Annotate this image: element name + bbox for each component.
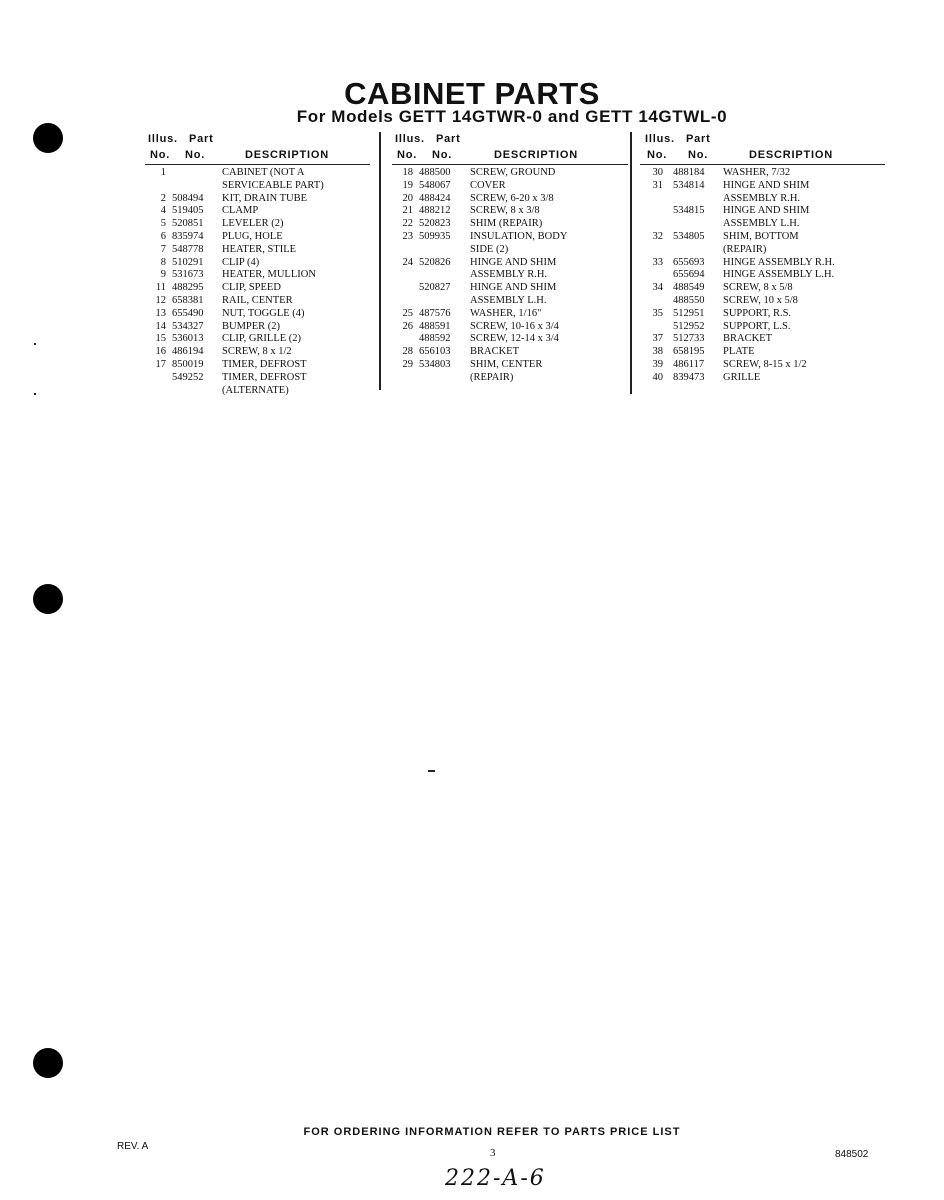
illus-number: 17 xyxy=(155,358,166,370)
part-number: 655490 xyxy=(172,307,204,319)
part-description: CLIP, GRILLE (2) xyxy=(222,333,302,345)
part-description: PLATE xyxy=(723,346,755,358)
header-illus: Illus. xyxy=(645,133,675,145)
illus-number: 25 xyxy=(402,307,413,319)
part-description: ASSEMBLY L.H. xyxy=(470,294,547,306)
part-description: PLUG, HOLE xyxy=(222,230,283,242)
handwritten-note: 222-A-6 xyxy=(445,1166,546,1191)
part-description: CLAMP xyxy=(222,205,259,217)
illus-number: 40 xyxy=(652,371,663,383)
illus-number: 32 xyxy=(652,230,663,242)
part-number: 534815 xyxy=(673,205,705,217)
illus-number: 18 xyxy=(402,167,413,178)
illus-number: 11 xyxy=(155,282,166,294)
part-number: 488550 xyxy=(673,294,705,306)
part-description: SHIM (REPAIR) xyxy=(470,218,543,230)
part-number: 488591 xyxy=(419,320,451,332)
part-number: 510291 xyxy=(172,256,204,268)
part-description: HEATER, MULLION xyxy=(222,269,316,281)
illus-number: 19 xyxy=(402,179,413,191)
illus-number: 31 xyxy=(652,179,663,191)
illus-number: 15 xyxy=(155,333,166,345)
illus-number: 8 xyxy=(160,256,166,268)
part-number: 534327 xyxy=(172,320,204,332)
part-number: 488295 xyxy=(172,282,204,294)
header-rule-1 xyxy=(145,164,370,165)
header-description: DESCRIPTION xyxy=(749,149,833,161)
part-description: SCREW, 10-16 x 3/4 xyxy=(470,320,559,332)
part-number: 488500 xyxy=(419,167,451,178)
part-description: SERVICEABLE PART) xyxy=(222,179,324,191)
page-subtitle: For Models GETT 14GTWR-0 and GETT 14GTWL-0 xyxy=(296,107,728,126)
column-header-3 xyxy=(645,133,885,163)
part-number: 488212 xyxy=(419,205,451,217)
part-number: 488592 xyxy=(419,333,451,345)
part-number: 519405 xyxy=(172,205,204,217)
header-no: No. xyxy=(397,149,418,161)
part-description: SHIM, BOTTOM xyxy=(723,230,799,242)
part-description: LEVELER (2) xyxy=(222,218,284,230)
header-illus: Illus. xyxy=(395,133,425,145)
part-description: SCREW, GROUND xyxy=(470,167,556,178)
part-description: ASSEMBLY R.H. xyxy=(723,192,801,204)
binder-hole-top xyxy=(33,123,63,153)
part-description: BRACKET xyxy=(723,333,773,345)
part-description: BRACKET xyxy=(470,346,520,358)
part-description: SUPPORT, R.S. xyxy=(723,307,792,319)
page-title: CABINET PARTS xyxy=(344,76,600,111)
scan-speck xyxy=(34,343,36,345)
part-description: SCREW, 8-15 x 1/2 xyxy=(723,358,807,370)
column-header-2 xyxy=(395,133,625,163)
header-no: No. xyxy=(185,149,206,161)
part-number: 548067 xyxy=(419,179,451,191)
illus-number: 16 xyxy=(155,346,166,358)
header-part: Part xyxy=(189,133,214,145)
illus-number: 30 xyxy=(652,167,663,178)
part-description: (REPAIR) xyxy=(470,371,514,383)
part-description: ASSEMBLY L.H. xyxy=(723,218,800,230)
part-number: 520851 xyxy=(172,218,204,230)
header-part: Part xyxy=(686,133,711,145)
part-number: 656103 xyxy=(419,346,451,358)
part-description: HINGE ASSEMBLY R.H. xyxy=(723,256,835,268)
illus-number: 21 xyxy=(402,205,413,217)
part-description: SCREW, 12-14 x 3/4 xyxy=(470,333,559,345)
scan-speck xyxy=(428,770,435,772)
part-number: 512952 xyxy=(673,320,705,332)
part-number: 534805 xyxy=(673,230,705,242)
part-description: (REPAIR) xyxy=(723,243,767,255)
binder-hole-bottom xyxy=(33,1048,63,1078)
part-number: 655694 xyxy=(673,269,705,281)
part-description: CLIP, SPEED xyxy=(222,282,281,294)
part-number: 488424 xyxy=(419,192,451,204)
part-number: 839473 xyxy=(673,371,705,383)
illus-number: 29 xyxy=(402,358,413,370)
header-no: No. xyxy=(150,149,171,161)
part-number: 509935 xyxy=(419,230,451,242)
part-number: 520827 xyxy=(419,282,451,294)
column-divider-1 xyxy=(379,132,381,390)
part-number: 512733 xyxy=(673,333,705,345)
illus-number: 23 xyxy=(402,230,413,242)
part-number: 520823 xyxy=(419,218,451,230)
part-number: 486194 xyxy=(172,346,204,358)
part-number: 658381 xyxy=(172,294,204,306)
part-description: WASHER, 7/32 xyxy=(723,167,791,178)
illus-number: 9 xyxy=(160,269,166,281)
part-description: CABINET (NOT A xyxy=(222,167,305,178)
part-description: SUPPORT, L.S. xyxy=(723,320,791,332)
part-description: KIT, DRAIN TUBE xyxy=(222,192,308,204)
part-description: GRILLE xyxy=(723,371,761,383)
part-description: NUT, TOGGLE (4) xyxy=(222,307,305,319)
part-description: TIMER, DEFROST xyxy=(222,358,307,370)
part-number: 512951 xyxy=(673,307,705,319)
part-number: 534814 xyxy=(673,179,705,191)
part-description: COVER xyxy=(470,179,506,191)
illus-number: 2 xyxy=(160,192,166,204)
part-description: SCREW, 8 x 1/2 xyxy=(222,346,292,358)
illus-number: 4 xyxy=(160,205,166,217)
header-description: DESCRIPTION xyxy=(245,149,329,161)
part-description: HINGE ASSEMBLY L.H. xyxy=(723,269,835,281)
illus-number: 28 xyxy=(402,346,413,358)
document-number: 848502 xyxy=(835,1149,869,1160)
illus-number: 13 xyxy=(155,307,166,319)
part-description: SHIM, CENTER xyxy=(470,358,543,370)
illus-number: 38 xyxy=(652,346,663,358)
ordering-note: FOR ORDERING INFORMATION REFER TO PARTS PRICE LIST xyxy=(303,1126,681,1138)
binder-hole-middle xyxy=(33,584,63,614)
part-description: (ALTERNATE) xyxy=(222,384,289,396)
part-number: 531673 xyxy=(172,269,204,281)
part-description: CLIP (4) xyxy=(222,256,260,268)
header-rule-2 xyxy=(392,164,628,165)
part-description: WASHER, 1/16" xyxy=(470,307,542,319)
part-description: HEATER, STILE xyxy=(222,243,297,255)
part-number: 536013 xyxy=(172,333,204,345)
illus-number: 1 xyxy=(160,167,166,178)
part-description: HINGE AND SHIM xyxy=(470,256,557,268)
illus-number: 34 xyxy=(652,282,663,294)
part-number: 548778 xyxy=(172,243,204,255)
illus-number: 20 xyxy=(402,192,413,204)
part-description: TIMER, DEFROST xyxy=(222,371,307,383)
part-description: SCREW, 8 x 3/8 xyxy=(470,205,540,217)
header-illus: Illus. xyxy=(148,133,178,145)
header-no: No. xyxy=(432,149,453,161)
illus-number: 14 xyxy=(155,320,166,332)
illus-number: 5 xyxy=(160,218,166,230)
illus-number: 33 xyxy=(652,256,663,268)
part-number: 850019 xyxy=(172,358,204,370)
illus-number: 12 xyxy=(155,294,166,306)
part-description: SCREW, 6-20 x 3/8 xyxy=(470,192,554,204)
illus-number: 7 xyxy=(160,243,166,255)
illus-number: 39 xyxy=(652,358,663,370)
part-number: 549252 xyxy=(172,371,204,383)
part-number: 658195 xyxy=(673,346,705,358)
column-divider-2 xyxy=(630,132,632,394)
part-description: SIDE (2) xyxy=(470,243,509,255)
header-rule-3 xyxy=(640,164,885,165)
header-no: No. xyxy=(647,149,668,161)
illus-number: 26 xyxy=(402,320,413,332)
part-description: SCREW, 10 x 5/8 xyxy=(723,294,798,306)
part-description: SCREW, 8 x 5/8 xyxy=(723,282,793,294)
header-part: Part xyxy=(436,133,461,145)
header-no: No. xyxy=(688,149,709,161)
part-description: BUMPER (2) xyxy=(222,320,281,332)
part-number: 488549 xyxy=(673,282,705,294)
part-number: 655693 xyxy=(673,256,705,268)
part-description: RAIL, CENTER xyxy=(222,294,293,306)
illus-number: 35 xyxy=(652,307,663,319)
header-description: DESCRIPTION xyxy=(494,149,578,161)
part-description: HINGE AND SHIM xyxy=(723,205,810,217)
column-header-1 xyxy=(148,133,370,163)
illus-number: 22 xyxy=(402,218,413,230)
part-number: 520826 xyxy=(419,256,451,268)
part-number: 508494 xyxy=(172,192,204,204)
revision-label: REV. A xyxy=(117,1141,149,1152)
part-description: HINGE AND SHIM xyxy=(723,179,810,191)
scan-speck xyxy=(34,393,36,395)
part-description: ASSEMBLY R.H. xyxy=(470,269,548,281)
illus-number: 37 xyxy=(652,333,663,345)
part-number: 835974 xyxy=(172,230,204,242)
page-number: 3 xyxy=(490,1147,496,1159)
part-number: 486117 xyxy=(673,358,705,370)
part-number: 534803 xyxy=(419,358,451,370)
part-description: INSULATION, BODY xyxy=(470,230,568,242)
illus-number: 24 xyxy=(402,256,413,268)
part-description: HINGE AND SHIM xyxy=(470,282,557,294)
part-number: 488184 xyxy=(673,167,705,178)
part-number: 487576 xyxy=(419,307,451,319)
illus-number: 6 xyxy=(160,230,166,242)
